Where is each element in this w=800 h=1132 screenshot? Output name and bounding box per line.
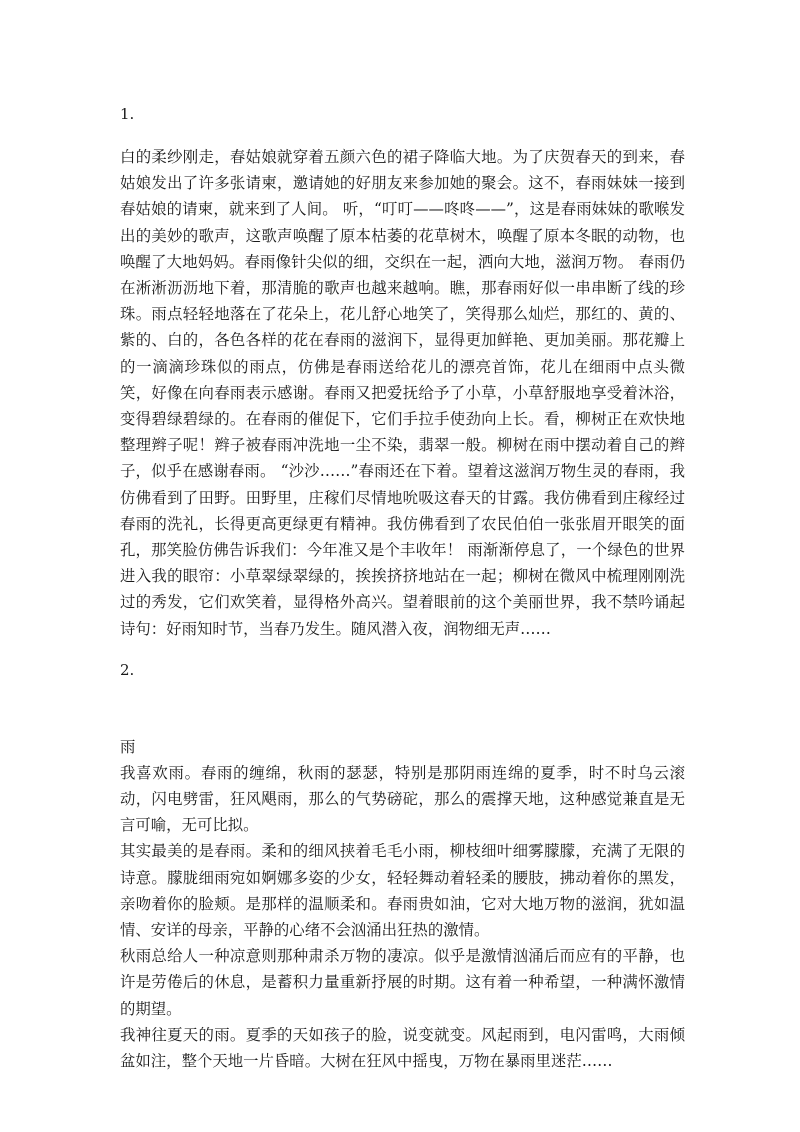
section-2-paragraph-4: 我神往夏天的雨。夏季的天如孩子的脸，说变就变。风起雨到，电闪雷鸣，大雨倾盆如注，整个天地一片昏暗。大树在狂风中摇曳，万物在暴雨里迷茫…… [120, 1025, 685, 1071]
section-1-number: 1. [120, 105, 135, 123]
section-2-paragraph-3: 秋雨总给人一种凉意则那种肃杀万物的凄凉。似乎是激情汹涌后而应有的平静，也许是劳倦后的休息，是蓄积力量重新抒展的时期。这有着一种希望，一种满怀激情的期望。 [120, 947, 685, 1018]
section-2-paragraph-1: 我喜欢雨。春雨的缠绵，秋雨的瑟瑟，特别是那阴雨连绵的夏季，时不时乌云滚动，闪电劈雷，狂风飓雨，那么的气势磅砣，那么的震撑天地，这种感觉兼直是无言可喻，无可比拟。 [120, 763, 685, 835]
document-page [120, 100, 685, 1074]
section-2-title: 雨 [120, 737, 136, 756]
section-2-number: 2. [120, 660, 135, 679]
section-2-paragraph-2: 其实最美的是春雨。柔和的细风挟着毛毛小雨，柳枝细叶细雾朦朦，充满了无限的诗意。朦胧细雨宛如婀娜多姿的少女，轻轻舞动着轻柔的腰肢，拂动着你的黑发，亲吻着你的脸颊。是那样的温顺柔和。春雨贵如油，它对大地万物的滋润，犹如温情、安详的母亲，平静的心绪不会汹涌出狂热的激情。 [120, 842, 685, 940]
section-1-text: 白的柔纱刚走，春姑娘就穿着五颜六色的裙子降临大地。为了庆贺春天的到来，春姑娘发出了许多张请柬，邀请她的好朋友来参加她的聚会。这不，春雨妹妹一接到春姑娘的请柬，就来到了人间。 听，“叮叮——咚咚——”，这是春雨妹妹的歌喉发出的美妙的歌声，这歌声唤醒了原本枯萎的花草树木，唤醒了原本冬眠的动物，也唤醒了大地妈妈。春雨像针尖似的细，交织在一起，洒向大地，滋润万物。 春雨仍在淅淅沥沥地下着，那清脆的歌声也越来越响。瞧，那春雨好似一串串断了线的珍珠。雨点轻轻地落在了花朵上，花儿舒心地笑了，笑得那么灿烂，那红的、黄的、紫的、白的，各色各样的花在春雨的滋润下，显得更加鲜艳、更加美丽。那花瓣上的一滴滴珍珠似的雨点，仿佛是春雨送给花儿的漂亮首饰，花儿在细雨中点头微笑，好像在向春雨表示感谢。春雨又把爱抚给予了小草，小草舒服地享受着沐浴，变得碧绿碧绿的。在春雨的催促下，它们手拉手使劲向上长。看，柳树正在欢快地整理辫子呢！辫子被春雨冲洗地一尘不染，翡翠一般。柳树在雨中摆动着自己的辫子，似乎在感谢春雨。 “沙沙……”春雨还在下着。望着这滋润万物生灵的春雨，我仿佛看到了田野。田野里，庄稼们尽情地吮吸这春天的甘露。我仿佛看到庄稼经过春雨的洗礼，长得更高更绿更有精神。我仿佛看到了农民伯伯一张张眉开眼笑的面孔，那笑脸仿佛告诉我们：今年准又是个丰收年！ 雨渐渐停息了，一个绿色的世界进入我的眼帘：小草翠绿翠绿的，挨挨挤挤地站在一起；柳树在微风中梳理刚刚洗过的秀发，它们欢笑着，显得格外高兴。望着眼前的这个美丽世界，我不禁吟诵起诗句：好雨知时节，当春乃发生。随风潜入夜，润物细无声…… [120, 148, 685, 638]
